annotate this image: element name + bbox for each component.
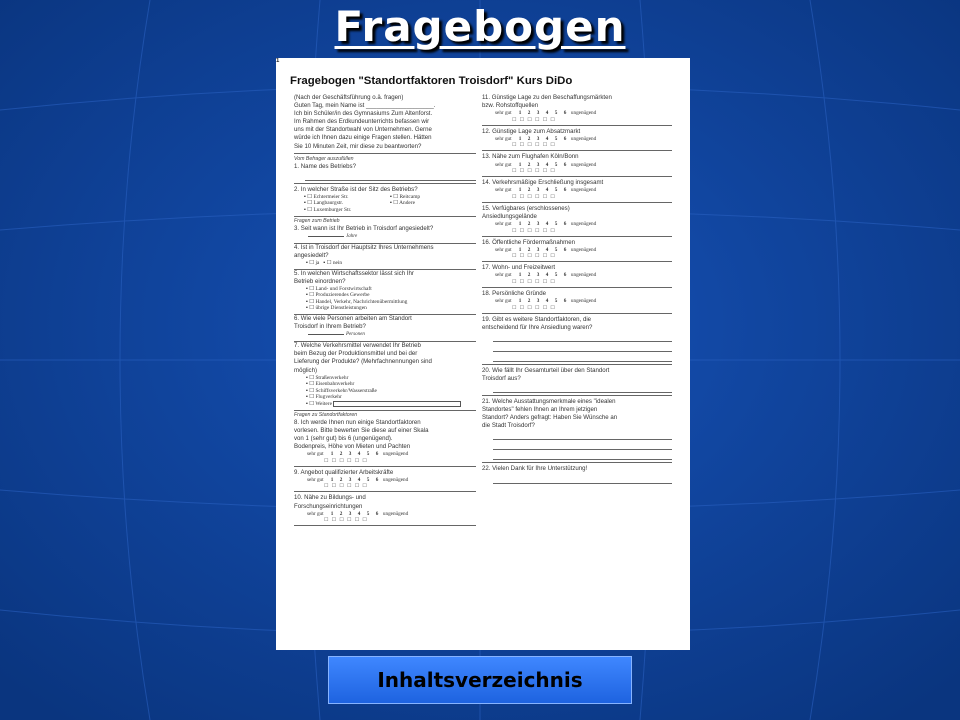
questionnaire-page [276,58,690,650]
rating-scale: sehr gut 1 2 3 4 5 6 ungenügend [307,451,409,458]
question-12: 12. Günstige Lage zum Absatzmarkt sehr gut 1 2 3 4 5 6 ungenügend ☐☐☐☐☐☐ [482,127,597,149]
question-18: 18. Persönliche Gründe sehr gut 1 2 3 4 5 6 ungenügend ☐☐☐☐☐☐ [482,290,597,311]
slide-title: Fragebogen [334,2,626,51]
question-19: 19. Gibt es weitere Standortfaktoren, die entscheidend für Ihre Ansiedlung waren? [482,316,672,362]
section-heading: Fragen zum Betrieb [294,217,340,224]
question-15: 15. Verfügbares (erschlossenes) Ansiedlungsgelände sehr gut 1 2 3 4 5 6 ungenügend ☐☐☐☐☐☐ [482,204,597,234]
question-4: 4. Ist in Troisdorf der Hauptsitz Ihres Unternehmens angesiedelt? ▪ ☐ ja ▪ ☐ nein [294,243,434,266]
question-3: 3. Seit wann ist Ihr Betrieb in Troisdorf angesiedelt? Jahre [294,224,434,239]
section-heading: Vom Befrager auszufüllen [294,155,354,162]
question-17: 17. Wohn- und Freizeitwert sehr gut 1 2 3 4 5 6 ungenügend ☐☐☐☐☐☐ [482,264,597,285]
right-column [482,94,672,486]
question-16: 16. Öffentliche Fördermaßnahmen sehr gut 1 2 3 4 5 6 ungenügend ☐☐☐☐☐☐ [482,238,597,260]
question-7: 7. Welche Verkehrsmittel verwendet Ihr Betrieb beim Bezug der Produktionsmittel und bei der Lieferung der Produkte? (Mehrfachnennungen sind möglich) ▪ ☐ Straßenverkehr ▪ ☐ Eisenbahnverkehr ▪ ☐ Schiffsverkehr/Wasserstraße ▪ ☐ Flugverkehr ▪ ☐ Weitere [294,342,476,408]
question-10: 10. Nähe zu Bildungs- und Forschungseinrichtungen sehr gut 1 2 3 4 5 6 ungenügend ☐☐☐☐☐☐ [294,494,409,524]
question-6: 6. Wie viele Personen arbeiten am Standort Troisdorf in Ihrem Betrieb? Personen [294,315,412,338]
question-8: 8. Ich werde Ihnen nun einige Standortfaktoren vorlesen. Bitte bewerten Sie diese auf einer Skala von 1 (sehr gut) bis 6 (ungenügend). Bodenpreis, Höhe von Mieten und Pachten sehr gut 1 2 3 4 5 6 ungenügend ☐☐☐☐☐☐ [294,419,476,464]
question-2: 2. In welcher Straße ist der Sitz des Betriebs? ▪ ☐ Echtermeier Str. ▪ ☐ Reitcamp ▪ ☐ Langbaurgstr. ▪ ☐ Andere ▪ ☐ Luxemburger Str. [294,185,421,214]
page-number: 1 [276,58,280,64]
question-11: 11. Günstige Lage zu den Beschaffungsmärkten bzw. Rohstoffquellen sehr gut 1 2 3 4 5 6 ungenügend ☐☐☐☐☐☐ [482,94,612,123]
table-of-contents-label: Inhaltsverzeichnis [377,668,583,692]
question-9: 9. Angebot qualifizierter Arbeitskräfte sehr gut 1 2 3 4 5 6 ungenügend ☐☐☐☐☐☐ [294,468,409,490]
question-1: 1. Name des Betriebs? [294,163,476,181]
intro-text: (Nach der Geschäftsführung o.ä. fragen) Guten Tag, mein Name ist ____________________. Ich bin Schüler/in des Gymnasiums Zum Altenforst. Im Rahmen des Erdkundeunterrichts befassen wir uns mit der Standortwahl von Unternehmen. Gerne würde ich Ihnen dazu einige Fragen stellen. Hätten Sie 10 Minuten Zeit, mir diese zu beantworten? [294,94,436,150]
left-column [294,94,476,528]
question-21: 21. Welche Ausstattungsmerkmale eines "idealen Standortes" fehlen Ihnen an Ihrem jetzigen Standort? Anders gefragt: Haben Sie Wünsche an die Stadt Troisdorf? [482,398,672,460]
questionnaire-title: Fragebogen "Standortfaktoren Troisdorf" Kurs DiDo [290,75,573,87]
section-heading: Fragen zu Standortfaktoren [294,411,358,418]
question-14: 14. Verkehrsmäßige Erschließung insgesamt sehr gut 1 2 3 4 5 6 ungenügend ☐☐☐☐☐☐ [482,179,604,200]
table-of-contents-button[interactable] [328,656,632,704]
question-20: 20. Wie fällt Ihr Gesamturteil über den Standort Troisdorf aus? [482,367,672,393]
question-13: 13. Nähe zum Flughafen Köln/Bonn sehr gut 1 2 3 4 5 6 ungenügend ☐☐☐☐☐☐ [482,153,597,175]
question-22: 22. Vielen Dank für Ihre Unterstützung! [482,465,672,483]
question-5: 5. In welchen Wirtschaftssektor lässt sich Ihr Betrieb einordnen? ▪ ☐ Land- und Forstwirtschaft ▪ ☐ Produzierendes Gewerbe ▪ ☐ Handel, Verkehr, Nachrichtenübermittlung ▪ ☐ übrige Dienstleistungen [294,269,414,312]
